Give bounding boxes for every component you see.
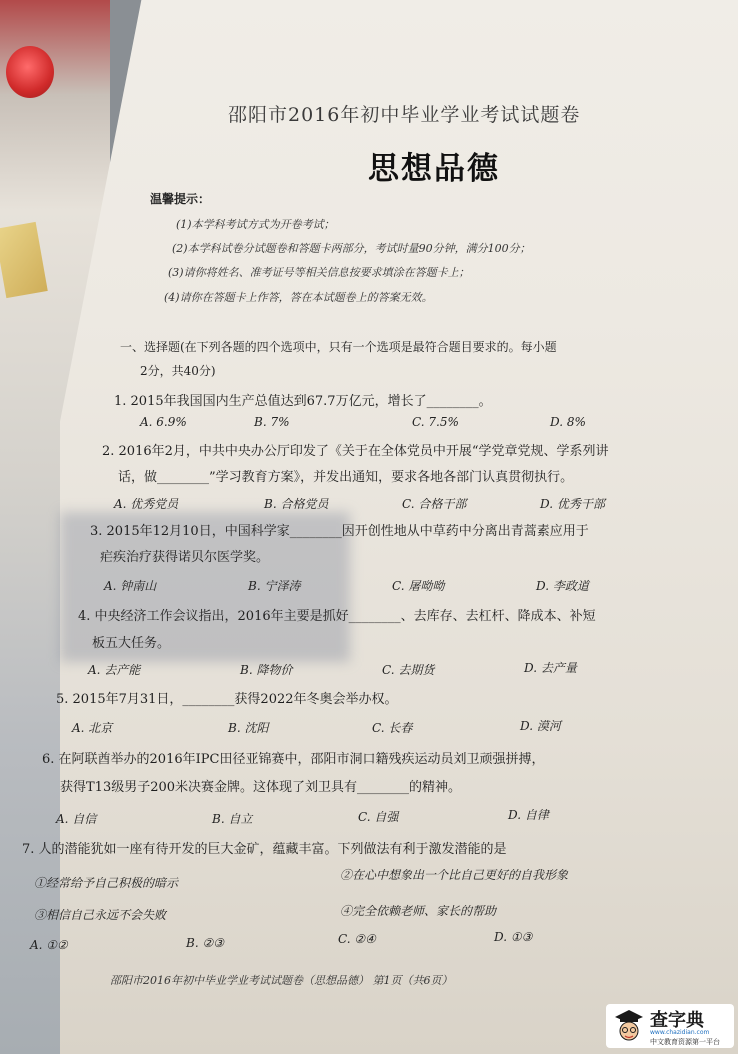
question-2-cont: 话，做________”学习教育方案》，并发出通知，要求各地各部门认真贯彻执行。 [118, 470, 574, 485]
question-3-cont: 疟疾治疗获得诺贝尔医学奖。 [100, 550, 270, 565]
option-4d: D. 去产量 [524, 661, 577, 675]
option-2d: D. 优秀干部 [540, 497, 605, 511]
option-4a: A. 去产能 [88, 663, 141, 677]
option-2b: B. 合格党员 [264, 497, 329, 511]
option-3c: C. 屠呦呦 [392, 579, 445, 593]
watermark-name: 查字典 [650, 1010, 704, 1031]
option-6a: A. 自信 [56, 812, 97, 826]
exam-title: 邵阳市2016年初中毕业学业考试试题卷 [228, 104, 581, 126]
choice-7-2: ②在心中想象出一个比自己更好的自我形象 [340, 868, 569, 882]
watermark-logo[interactable] [606, 1004, 734, 1048]
option-5b: B. 沈阳 [228, 721, 269, 735]
graduate-cap-icon [614, 1008, 644, 1044]
question-4: 4. 中央经济工作会议指出，2016年主要是抓好________、去库存、去杠杆、降成本、补短 [78, 609, 596, 624]
option-1c: C. 7.5% [412, 415, 459, 429]
choice-7-3: ③相信自己永远不会失败 [34, 908, 167, 922]
question-4-cont: 板五大任务。 [92, 636, 171, 651]
option-2c: C. 合格干部 [402, 497, 467, 511]
option-1a: A. 6.9% [140, 415, 187, 429]
option-3d: D. 李政道 [536, 579, 589, 593]
notice-item: (1)本学科考试方式为开卷考试； [176, 218, 335, 231]
option-2a: A. 优秀党员 [114, 497, 179, 511]
notice-item: (2)本学科试卷分试题卷和答题卡两部分，考试时量90分钟，满分100分； [172, 242, 531, 255]
background-red-object [6, 46, 54, 98]
option-7a: A. ①② [30, 938, 68, 952]
option-1d: D. 8% [550, 415, 586, 429]
question-6: 6. 在阿联酋举办的2016年IPC田径亚锦赛中，邵阳市洞口籍残疾运动员刘卫顽强拼搏， [42, 752, 545, 767]
option-6b: B. 自立 [212, 812, 253, 826]
option-7c: C. ②④ [338, 932, 376, 946]
subject-title: 思想品德 [368, 151, 500, 187]
question-7: 7. 人的潜能犹如一座有待开发的巨大金矿，蕴藏丰富。下列做法有利于激发潜能的是 [22, 842, 507, 857]
section-heading: 一、选择题(在下列各题的四个选项中，只有一个选项是最符合题目要求的。每小题 [120, 340, 557, 354]
choice-7-4: ④完全依赖老师、家长的帮助 [340, 904, 497, 918]
question-1: 1. 2015年我国国内生产总值达到67.7万亿元，增长了________。 [114, 394, 492, 409]
notice-item: (4)请你在答题卡上作答，答在本试题卷上的答案无效。 [164, 291, 433, 304]
option-4c: C. 去期货 [382, 663, 435, 677]
option-6c: C. 自强 [358, 810, 399, 824]
choice-7-1: ①经常给予自己积极的暗示 [34, 876, 179, 890]
option-7b: B. ②③ [186, 936, 224, 950]
option-1b: B. 7% [254, 415, 290, 429]
option-4b: B. 降物价 [240, 663, 293, 677]
question-5: 5. 2015年7月31日，________获得2022年冬奥会举办权。 [56, 692, 398, 707]
watermark-tagline: 中文教育资源第一平台 [650, 1038, 720, 1046]
question-2: 2. 2016年2月，中共中央办公厅印发了《关于在全体党员中开展“学党章党规、学系列讲 [102, 444, 609, 459]
option-3a: A. 钟南山 [104, 579, 157, 593]
option-5d: D. 漠河 [520, 719, 561, 733]
option-3b: B. 宁泽涛 [248, 579, 301, 593]
page-footer: 邵阳市2016年初中毕业学业考试试题卷（思想品德） 第1页（共6页） [110, 974, 453, 987]
option-5a: A. 北京 [72, 721, 113, 735]
notice-heading: 温馨提示： [150, 192, 211, 206]
option-6d: D. 自律 [508, 808, 549, 822]
question-6-cont: 获得T13级男子200米决赛金牌。这体现了刘卫具有________的精神。 [60, 780, 462, 795]
notice-item: (3)请你将姓名、准考证号等相关信息按要求填涂在答题卡上； [168, 266, 470, 279]
watermark-url: www.chazidian.com [650, 1029, 710, 1036]
option-5c: C. 长春 [372, 721, 413, 735]
option-7d: D. ①③ [494, 930, 533, 944]
question-3: 3. 2015年12月10日，中国科学家________因开创性地从中草药中分离出青蒿素应用于 [90, 524, 589, 539]
section-heading-cont: 2分，共40分) [140, 364, 216, 378]
